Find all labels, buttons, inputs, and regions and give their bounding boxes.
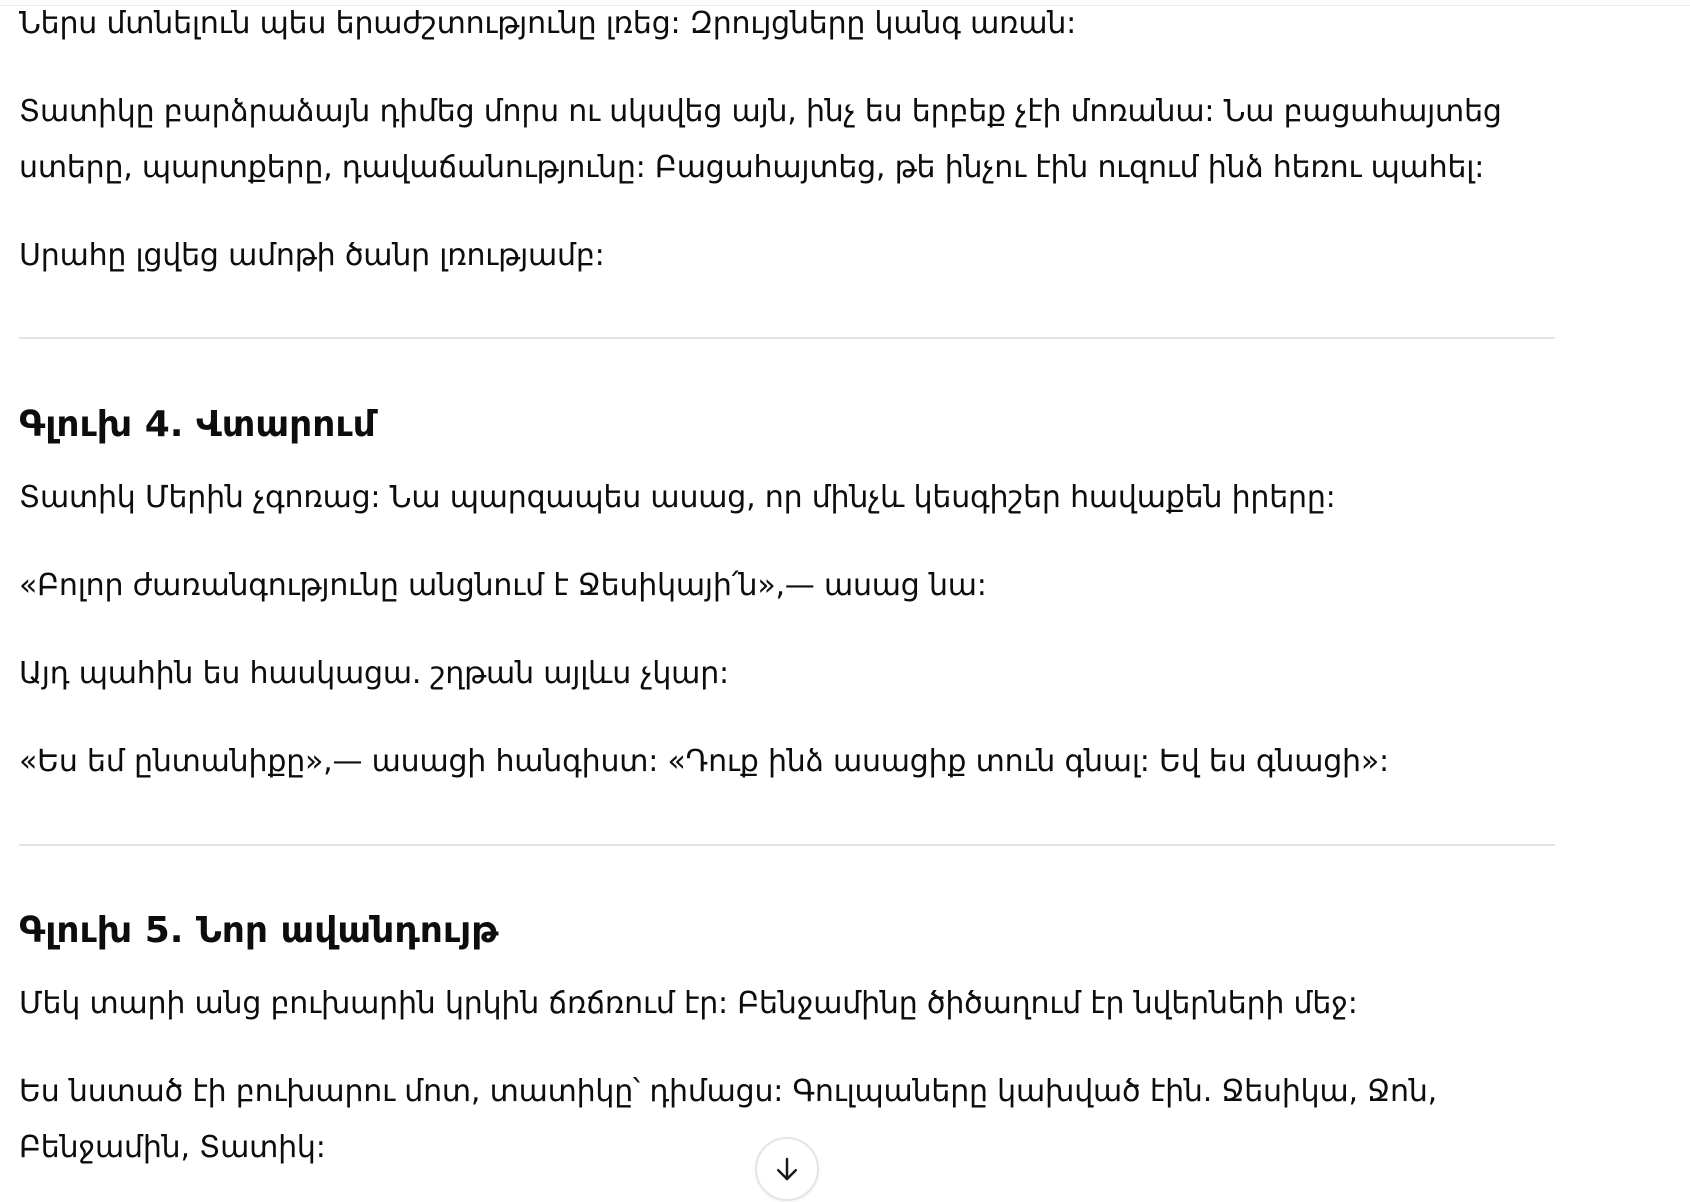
paragraph: «Բոլոր ժառանգությունը անցնում է Ջեսիկայի՛ն»,— ասաց նա:: [19, 568, 987, 603]
section-divider: [19, 844, 1555, 846]
paragraph: Այդ պահին ես հասկացա. շղթան այլևս չկար:: [19, 656, 729, 691]
arrow-down-icon: [772, 1154, 802, 1184]
paragraph: Ներս մտնելուն պես երաժշտությունը լռեց: Զրույցները կանգ առան:: [19, 6, 1077, 41]
chapter-5-title: Գլուխ 5. Նոր ավանդույթ: [19, 910, 499, 951]
paragraph: Սրահը լցվեց ամոթի ծանր լռությամբ:: [19, 238, 605, 273]
paragraph: Մեկ տարի անց բուխարին կրկին ճռճռում էր: Բենջամինը ծիծաղում էր նվերների մեջ:: [19, 986, 1358, 1021]
chapter-4-title: Գլուխ 4. Վտարում: [19, 404, 376, 445]
paragraph: Տատիկ Մերին չգոռաց: Նա պարզապես ասաց, որ մինչև կեսգիշեր հավաքեն իրերը:: [19, 480, 1336, 515]
section-divider: [19, 337, 1555, 339]
paragraph: «Ես եմ ընտանիքը»,— ասացի հանգիստ: «Դուք ինձ ասացիք տուն գնալ: Եվ ես գնացի»:: [19, 744, 1389, 779]
scroll-to-bottom-button[interactable]: [755, 1137, 819, 1201]
paragraph: Տատիկը բարձրաձայն դիմեց մորս ու սկսվեց այն, ինչ ես երբեք չէի մոռանա: Նա բացահայտեց ստերը, պարտքերը, դավաճանությունը: Բացահայտեց, թե ինչու էին ուզում ինձ հեռու պահել:: [19, 94, 1502, 185]
paragraph: Ես նստած էի բուխարու մոտ, տատիկը՝ դիմացս: Գուլպաները կախված էին. Ջեսիկա, Ջոն, Բենջամին, Տատիկ:: [19, 1074, 1437, 1165]
